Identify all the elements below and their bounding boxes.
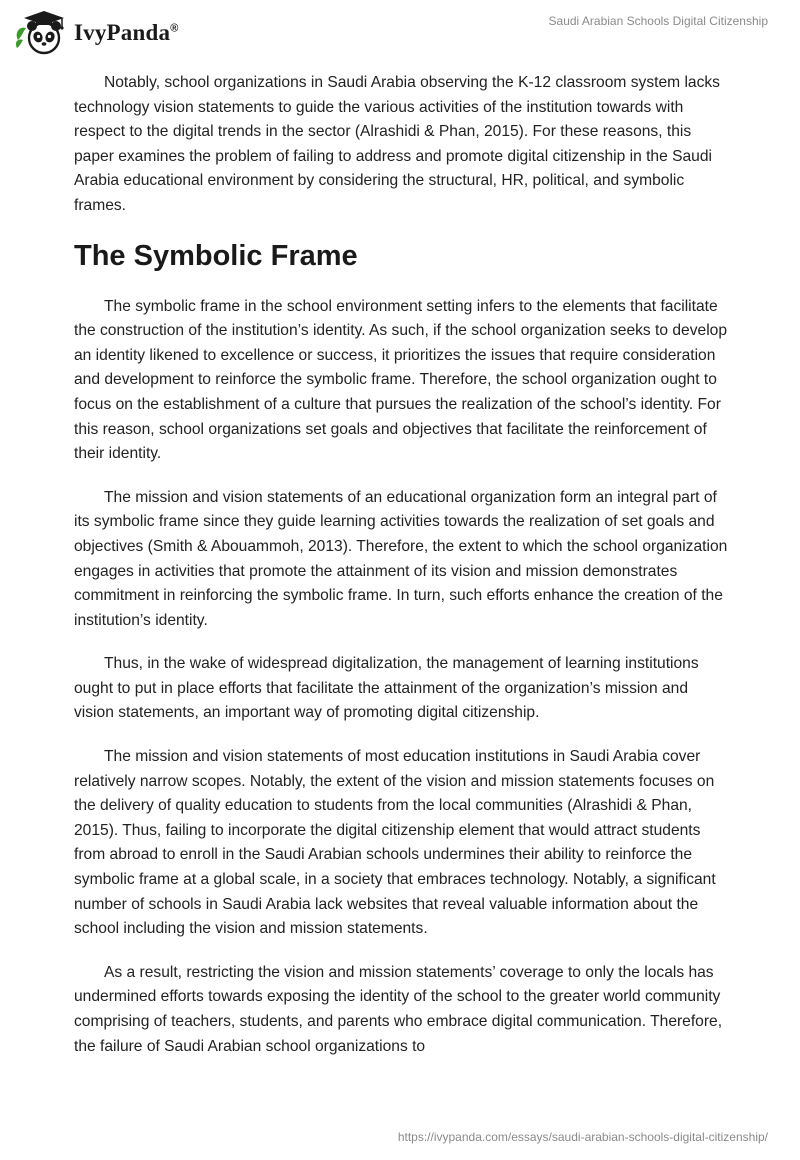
- paragraph: The symbolic frame in the school environment setting infers to the elements that facilitate the construction of the institution’s identity. As such, if the school organization seeks to develop an identity likened to excellence or success, it prioritizes the issues that require consideration and development to reinforce the symbolic frame. Therefore, the school organization ought to focus on the establishment of a culture that pursues the realization of the school’s identity. For this reason, school organizations set goals and objectives that facilitate the reinforcement of their identity.: [74, 297, 728, 463]
- document-title: Saudi Arabian Schools Digital Citizenship: [548, 14, 768, 28]
- paragraph: The mission and vision statements of an educational organization form an integral part of its symbolic frame since they guide learning activities towards the realization of set goals and objectives (Smith & Abouammoh, 2013). Therefore, the extent to which the school organization engages in activities that promote the attainment of its vision and mission demonstrates commitment in reinforcing the symbolic frame. In turn, such efforts enhance the creation of the institution’s identity.: [74, 488, 728, 629]
- paragraph: Thus, in the wake of widespread digitalization, the management of learning institutions ought to put in place efforts that facilitate the attainment of the organization’s mission and vision statements, an important way of promoting digital citizenship.: [74, 655, 699, 722]
- logo-wordmark: IvyPanda®: [74, 20, 179, 45]
- page-header: [0, 0, 800, 70]
- panda-graduate-icon: [14, 10, 70, 56]
- ivypanda-logo[interactable]: [14, 10, 179, 56]
- paragraph: The mission and vision statements of most education institutions in Saudi Arabia cover relatively narrow scopes. Notably, the extent of the vision and mission statements focuses on the delivery of quality education to students from the local communities (Alrashidi & Phan, 2015). Thus, failing to incorporate the digital citizenship element that would attract students from abroad to enroll in the Saudi Arabian schools undermines their ability to reinforce the symbolic frame at a global scale, in a society that embraces technology. Notably, a significant number of schools in Saudi Arabia lack websites that reveal valuable information about the school including the vision and mission statements.: [74, 748, 716, 938]
- paragraph: As a result, restricting the vision and mission statements’ coverage to only the locals has undermined efforts towards exposing the identity of the school to the greater world community comprising of teachers, students, and parents who embrace digital communication. Therefore, the failure of Saudi Arabian school organizations to: [74, 963, 723, 1055]
- paragraph: Notably, school organizations in Saudi Arabia observing the K-12 classroom system lacks technology vision statements to guide the various activities of the institution towards with respect to the digital trends in the sector (Alrashidi & Phan, 2015). For these reasons, this paper examines the problem of failing to address and promote digital citizenship in the Saudi Arabia educational environment by considering the structural, HR, political, and symbolic frames.: [74, 74, 720, 214]
- section-heading: The Symbolic Frame: [74, 239, 358, 272]
- source-url-link[interactable]: https://ivypanda.com/essays/saudi-arabian-schools-digital-citizenship/: [397, 1130, 768, 1144]
- essay-body: [74, 71, 730, 1078]
